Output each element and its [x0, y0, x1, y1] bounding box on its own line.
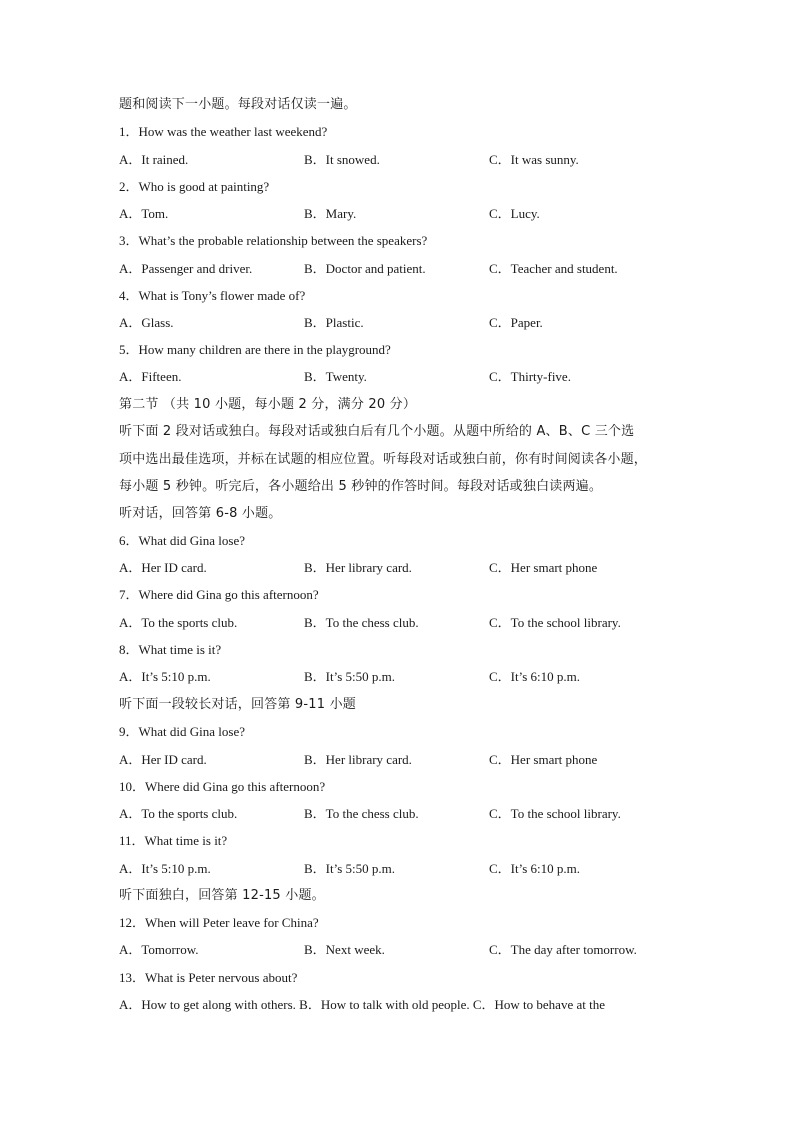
option-b: B．To the chess club.	[304, 615, 419, 630]
option-c: C．It’s 6:10 p.m.	[489, 669, 581, 684]
option-a: A．It’s 5:10 p.m.	[119, 669, 211, 684]
option-c: C．Her smart phone	[489, 560, 598, 575]
option-c: C．Thirty-five.	[489, 369, 571, 384]
option-b: B．Her library card.	[304, 560, 412, 575]
option-a: A．Glass.	[119, 315, 174, 330]
group-instruction: 听下面一段较长对话，回答第 9-11 小题	[119, 697, 356, 712]
option-c: C．To the school library.	[489, 806, 621, 821]
group-instruction: 听对话，回答第 6-8 小题。	[119, 506, 282, 521]
option-a: A．Passenger and driver.	[119, 261, 253, 276]
options-row-1	[0, 151, 794, 169]
option-b: B．It’s 5:50 p.m.	[304, 861, 396, 876]
option-c: C．To the school library.	[489, 615, 621, 630]
question-2: 2．Who is good at painting?	[119, 179, 270, 194]
option-a: A．Fifteen.	[119, 369, 182, 384]
section-heading: 第二节 （共 10 小题，每小题 2 分，满分 20 分）	[119, 397, 417, 412]
option-a: A．It’s 5:10 p.m.	[119, 861, 211, 876]
option-c: C．Paper.	[489, 315, 543, 330]
option-c: C．The day after tomorrow.	[489, 942, 637, 957]
option-a: A．Her ID card.	[119, 752, 207, 767]
options-row-2	[0, 205, 794, 223]
option-c: C．Her smart phone	[489, 752, 598, 767]
options-row-5	[0, 368, 794, 386]
group-instruction: 听下面独白，回答第 12-15 小题。	[119, 888, 325, 903]
section-instruction-line: 听下面 2 段对话或独白。每段对话或独白后有几个小题。从题中所给的 A、B、C 三个选	[119, 424, 635, 439]
option-a: A．Tomorrow.	[119, 942, 199, 957]
option-c: C．Lucy.	[489, 206, 540, 221]
question-3: 3．What’s the probable relationship between the speakers?	[119, 233, 428, 248]
option-b: B．It snowed.	[304, 152, 380, 167]
options-row-13: A．How to get along with others. B．How to talk with old people. C．How to behave at the	[119, 997, 605, 1012]
question-1: 1．How was the weather last weekend?	[119, 124, 328, 139]
option-b: B．To the chess club.	[304, 806, 419, 821]
section-instruction-line: 每小题 5 秒钟。听完后，各小题给出 5 秒钟的作答时间。每段对话或独白读两遍。	[119, 479, 603, 494]
options-row-12	[0, 941, 794, 959]
options-row-4	[0, 314, 794, 332]
option-b: B．Mary.	[304, 206, 357, 221]
question-8: 8．What time is it?	[119, 642, 222, 657]
option-b: B．Plastic.	[304, 315, 364, 330]
option-c: C．Teacher and student.	[489, 261, 618, 276]
instruction-text: 题和阅读下一小题。每段对话仅读一遍。	[119, 97, 357, 112]
option-a: A．To the sports club.	[119, 615, 238, 630]
options-row-3	[0, 260, 794, 278]
option-b: B．Next week.	[304, 942, 385, 957]
option-b: B．Her library card.	[304, 752, 412, 767]
question-12: 12．When will Peter leave for China?	[119, 915, 319, 930]
options-row-7	[0, 614, 794, 632]
option-b: B．It’s 5:50 p.m.	[304, 669, 396, 684]
options-row-9	[0, 751, 794, 769]
option-c: C．It’s 6:10 p.m.	[489, 861, 581, 876]
section-instruction-line: 项中选出最佳选项，并标在试题的相应位置。听每段对话或独白前，你有时间阅读各小题，	[119, 452, 648, 467]
options-row-11	[0, 860, 794, 878]
question-10: 10．Where did Gina go this afternoon?	[119, 779, 326, 794]
option-a: A．Tom.	[119, 206, 169, 221]
question-6: 6．What did Gina lose?	[119, 533, 245, 548]
option-a: A．Her ID card.	[119, 560, 207, 575]
question-4: 4．What is Tony’s flower made of?	[119, 288, 306, 303]
question-9: 9．What did Gina lose?	[119, 724, 245, 739]
option-c: C．It was sunny.	[489, 152, 579, 167]
question-11: 11．What time is it?	[119, 833, 228, 848]
option-b: B．Doctor and patient.	[304, 261, 426, 276]
options-row-8	[0, 668, 794, 686]
option-a: A．It rained.	[119, 152, 189, 167]
question-7: 7．Where did Gina go this afternoon?	[119, 587, 319, 602]
option-b: B．Twenty.	[304, 369, 367, 384]
option-a: A．To the sports club.	[119, 806, 238, 821]
question-13: 13．What is Peter nervous about?	[119, 970, 298, 985]
options-row-6	[0, 559, 794, 577]
options-row-10	[0, 805, 794, 823]
question-5: 5．How many children are there in the playground?	[119, 342, 391, 357]
